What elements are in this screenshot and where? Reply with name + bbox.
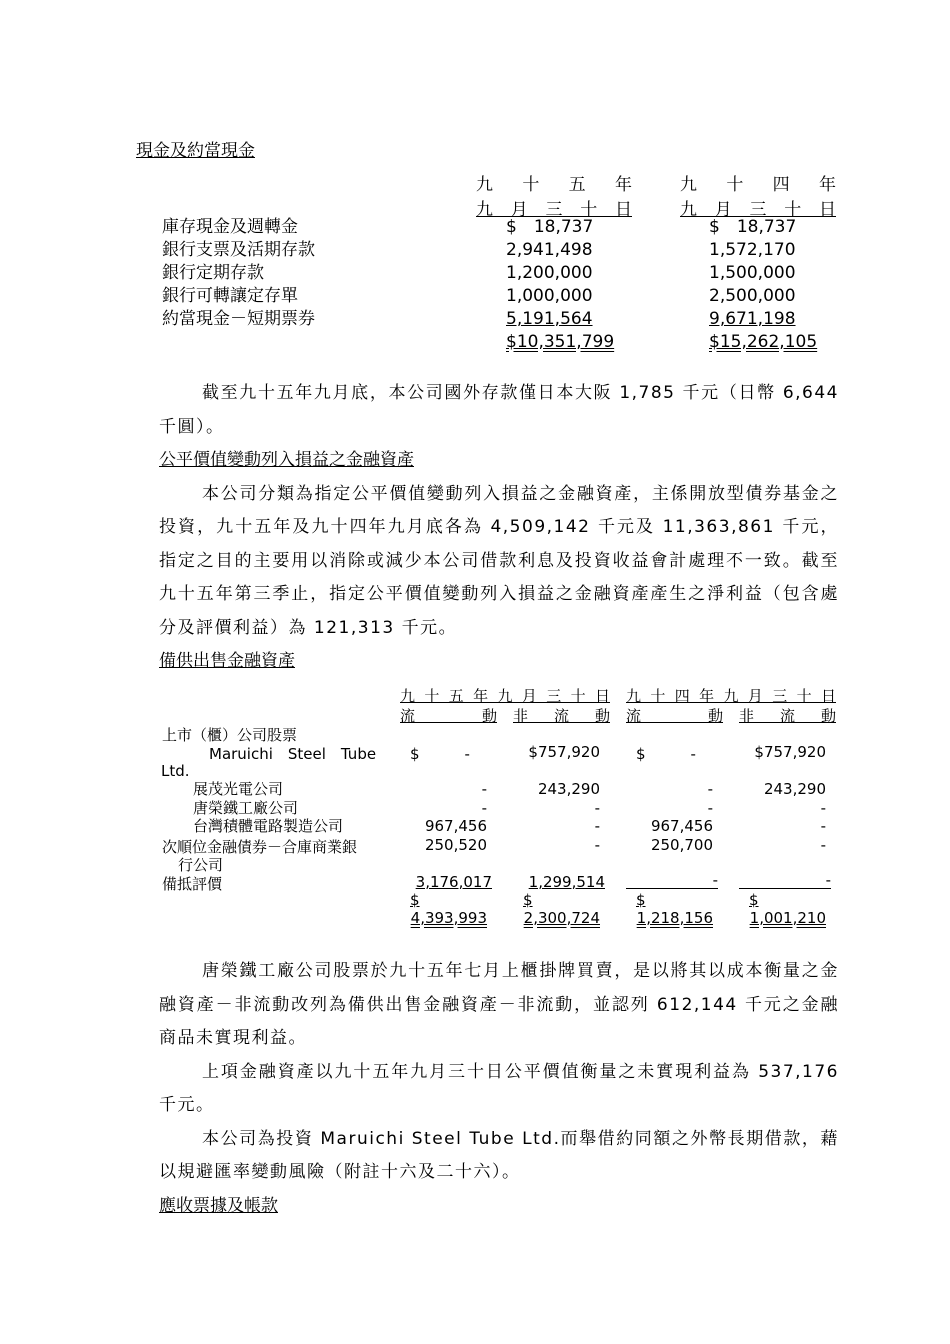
cash-col2-header (680, 170, 836, 220)
afs-row-label: 台灣積體電路製造公司 (193, 817, 344, 835)
afs-cell: 967,456 (424, 817, 487, 835)
afs-cell: - (707, 780, 713, 798)
afs-cell: - (481, 780, 487, 798)
paragraph: 本公司為投資 Maruichi Steel Tube Ltd.而舉借約同額之外幣長期借款，藉以規避匯率變動風險（附註十六及二十六）。 (159, 1128, 839, 1182)
paragraph: 上項金融資產以九十五年九月三十日公平價值衡量之未實現利益為 537,176 千元。 (159, 1061, 839, 1115)
afs-current-1: 流 動 (400, 707, 497, 725)
afs-noncurrent-2: 非 流 動 (739, 707, 836, 725)
cash-row-label: 銀行定期存款 (162, 263, 264, 283)
afs-row-label: 唐榮鐵工廠公司 (193, 798, 299, 817)
afs-cell: 250,700 (650, 835, 713, 854)
afs-cell: - (707, 798, 713, 817)
afs-cell: - (820, 835, 826, 854)
paragraph: 唐榮鐵工廠公司股票於九十五年七月上櫃掛牌買賣，是以將其以成本衡量之金融資產－非流動改列為備供出售金融資產－非流動，並認列 612,144 千元之金融商品未實現利益。 (159, 961, 839, 1048)
afs-cell: - (820, 798, 826, 817)
afs-cell: $757,920 (528, 743, 600, 761)
afs-dollar: $ (749, 891, 759, 909)
afs-col-n1 (513, 780, 600, 854)
cash-total: $15,262,105 (709, 332, 818, 352)
afs-group-label: 上市（櫃）公司股票 (162, 726, 298, 744)
afs-dollar: $ (523, 891, 533, 909)
afs-col-c1 (400, 780, 487, 854)
afs-cell: - (626, 873, 718, 889)
cash-row-label: 銀行可轉讓定存單 (162, 286, 298, 306)
cash-col2-line2: 九 月 三 十 日 (680, 200, 836, 220)
paragraph: 本公司分類為指定公平價值變動列入損益之金融資產，主係開放型債券基金之投資，九十五年及九十四年九月底各為 4,509,142 千元及 11,363,861 千元，指定之目的主要用以消除或減少本公司借款利息及投資收益會計處理不一致。截至九十五年第三季止，指定公平價值變動列入損益之金融資產產生之淨利益（包含處分及評價利益）為 121,313 千元。 (159, 483, 839, 638)
cash-row-label: 庫存現金及週轉金 (162, 217, 298, 237)
afs-cell: 243,290 (763, 780, 826, 798)
cash-col2-values (709, 216, 817, 354)
afs-period-1: 九 十 五 年 九 月 三 十 日 (400, 687, 610, 705)
fvtpl-heading: 公平價值變動列入損益之金融資產 (159, 450, 414, 470)
afs-noncurrent-1: 非 流 動 (513, 707, 610, 725)
afs-cell: $ - (410, 745, 470, 763)
cash-value: $ 18,737 (506, 217, 594, 237)
cash-col1-line2: 九 月 三 十 日 (476, 200, 632, 220)
afs-cell: 250,520 (424, 835, 487, 854)
afs-total: 4,393,993 (410, 909, 487, 927)
afs-cell: - (594, 817, 600, 835)
afs-total: 1,001,210 (749, 909, 826, 927)
afs-cell: $757,920 (754, 743, 826, 761)
cash-row-label: 約當現金－短期票券 (162, 309, 315, 329)
afs-cell: - (820, 817, 826, 835)
afs-cell: 1,299,514 (528, 873, 605, 891)
afs-row-labels (193, 780, 343, 836)
cash-value: $ 18,737 (709, 217, 797, 237)
cash-value: 1,000,000 (506, 286, 593, 306)
cash-value: 9,671,198 (709, 309, 796, 329)
cash-heading: 現金及約當現金 (136, 141, 255, 161)
afs-cell: - (481, 798, 487, 817)
cash-value: 1,200,000 (506, 263, 593, 283)
afs-col-c2 (626, 780, 713, 854)
afs-cell: 967,456 (650, 817, 713, 835)
cash-col1-header (476, 170, 632, 220)
afs-sub-label: 次順位金融債券－合庫商業銀 (162, 838, 358, 856)
cash-value: 1,572,170 (709, 240, 796, 260)
afs-cell: $ - (636, 745, 696, 763)
afs-total: 1,218,156 (636, 909, 713, 927)
afs-sub-label-cont: 行公司 (178, 856, 224, 874)
cash-value: 5,191,564 (506, 309, 593, 329)
afs-dollar: $ (636, 891, 646, 909)
cash-value: 2,500,000 (709, 286, 796, 306)
afs-cell: - (739, 873, 831, 889)
cash-labels (162, 216, 315, 331)
afs-maruichi-label-cont: Ltd. (161, 762, 190, 780)
cash-col1-line1: 九 十 五 年 (476, 175, 632, 195)
afs-cell: 3,176,017 (415, 873, 492, 891)
paragraph-block-2 (159, 955, 839, 1223)
receivable-heading: 應收票據及帳款 (159, 1195, 278, 1216)
afs-cell: - (594, 835, 600, 854)
afs-heading: 備供出售金融資產 (159, 651, 295, 671)
cash-col1-values (506, 216, 614, 354)
afs-cell: 243,290 (537, 780, 600, 798)
paragraph-block-1 (159, 377, 839, 679)
cash-value: 1,500,000 (709, 263, 796, 283)
cash-col2-line1: 九 十 四 年 (680, 175, 836, 195)
afs-allowance-label: 備抵評價 (162, 875, 223, 893)
afs-col-n2 (739, 780, 826, 854)
afs-cell: - (594, 798, 600, 817)
afs-total: 2,300,724 (523, 909, 600, 927)
afs-dollar: $ (410, 891, 420, 909)
paragraph: 截至九十五年九月底，本公司國外存款僅日本大阪 1,785 千元（日幣 6,644 千圓）。 (159, 383, 839, 437)
cash-row-label: 銀行支票及活期存款 (162, 240, 315, 260)
afs-period-2: 九 十 四 年 九 月 三 十 日 (626, 687, 836, 705)
afs-current-2: 流 動 (626, 707, 723, 725)
cash-value: 2,941,498 (506, 240, 593, 260)
afs-row-label: 展茂光電公司 (193, 780, 284, 798)
afs-maruichi-label: Maruichi Steel Tube (209, 745, 377, 763)
cash-total: $10,351,799 (506, 332, 615, 352)
